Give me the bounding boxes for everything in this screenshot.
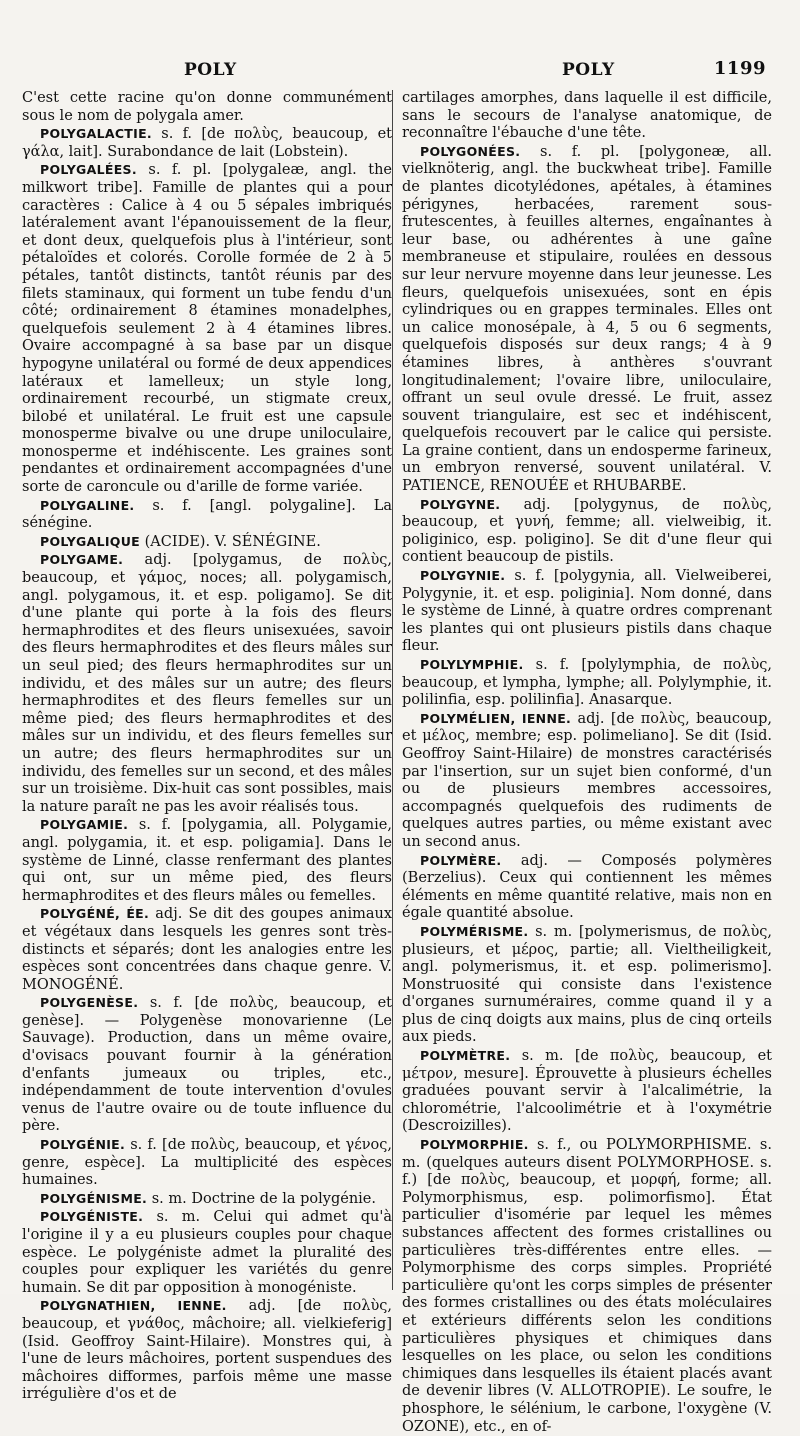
- entry-headword: POLYLYMPHIE.: [420, 657, 524, 672]
- entry-continuation: [402, 90, 772, 143]
- dictionary-entry: [402, 656, 772, 710]
- column-divider: [392, 90, 393, 1290]
- entry-text: C'est cette racine qu'on donne communément sous le nom de polygala amer.: [22, 90, 392, 124]
- dictionary-entry: [22, 161, 392, 496]
- entry-headword: POLYMÈTRE.: [420, 1048, 511, 1064]
- entry-headword: POLYMÈRE.: [420, 852, 502, 868]
- entry-headword: POLYGÉNISME.: [40, 1190, 148, 1206]
- entry-text: s. m. [de πολὺς, beaucoup, et μέτρον, mesure]. Éprouvette à plusieurs échelles graduées pouvant servir à l'alcalimétrie, la chlorométrie, l'alcoolimétrie et à l'oxymétrie (Descroizilles).: [402, 1048, 772, 1135]
- entry-headword: POLYGENÈSE.: [40, 995, 139, 1011]
- dictionary-entry: [22, 1208, 392, 1297]
- entry-text: s. f. [de πολὺς, beaucoup, et γένος, genre, espèce]. La multiplicité des espèces humaines.: [22, 1137, 392, 1189]
- entry-headword: POLYGYNE.: [420, 496, 501, 512]
- dictionary-entry: [402, 143, 772, 496]
- dictionary-entry: [402, 852, 772, 923]
- dictionary-entry: [22, 1297, 392, 1404]
- dictionary-entry: [402, 923, 772, 1047]
- entry-headword: POLYMORPHIE.: [420, 1137, 529, 1153]
- dictionary-entry: [22, 1136, 392, 1190]
- page-number: 1199: [713, 58, 766, 79]
- entry-text: adj. [polygamus, de πολὺς, beaucoup, et γάμος, noces; all. polygamisch, angl. polygamous, it. et esp. poligamo]. Se dit d'une plante qui porte à la fois des fleurs hermaphrodites et des fleurs unisexuées, savoir des fleurs hermaphrodites et des fleurs mâles sur un seul pied; des fleurs hermaphrodites sur un individu, et des mâles sur un autre; des fleurs hermaphrodites et des fleurs femelles sur un même pied; des fleurs hermaphrodites et des mâles sur un individu, et des fleurs femelles sur un autre; des fleurs hermaphrodites sur un individu, des femelles sur un second, et des mâles sur un troisième. Dix-huit cas sont possibles, mais la nature paraît ne pas les avoir réalisés tous.: [22, 552, 392, 815]
- entry-text: adj. [de πολὺς, beaucoup, et γνάθος, mâchoire; all. vielkieferig] (Isid. Geoffroy Saint-Hilaire). Monstres qui, à l'une de leurs mâchoires, portent suspendues des mâchoires difformes, parfois même une masse irrégulière d'os et de: [22, 1298, 393, 1403]
- entry-headword: POLYGALÉES.: [40, 162, 137, 178]
- entry-text: s. m. Doctrine de la polygénie.: [147, 1190, 376, 1207]
- entry-text: (ACIDE). V. SÉNÉGINE.: [140, 533, 321, 550]
- running-head-left: POLY: [184, 60, 237, 80]
- left-column: [22, 90, 393, 1403]
- dictionary-entry: [22, 816, 392, 905]
- dictionary-entry: [22, 125, 392, 161]
- dictionary-entry: [22, 533, 392, 552]
- entry-headword: POLYGONÉES.: [420, 143, 521, 159]
- entry-text: adj. [de πολὺς, beaucoup, et μέλος, membre; esp. polimeliano]. Se dit (Isid. Geoffroy Saint-Hilaire) de monstres caractérisés par l'insertion, sur un sujet bien conformé, d'un ou de plusieurs membres accessoires, accompagnés quelquefois des rudiments de quelques autres parties, ou même existant avec un second anus.: [402, 710, 772, 850]
- dictionary-entry: [22, 905, 392, 994]
- entry-headword: POLYGAMIE.: [40, 817, 129, 833]
- entry-text: cartilages amorphes, dans laquelle il est difficile, sans le secours de l'analyse anatomique, de reconnaître l'ébauche d'une tête.: [402, 90, 772, 142]
- entry-headword: POLYGNATHIEN, IENNE.: [40, 1298, 227, 1314]
- entry-continuation: [22, 90, 392, 125]
- entry-text: s. f. pl. [polygaleæ, angl. the milkwort tribe]. Famille de plantes qui a pour caractères : Calice à 4 ou 5 sépales imbriqués latéralement avant l'épanouissement de la fleur, et dont deux, quelquefois plus à l'intérieur, sont pétaloïdes et colorés. Corolle formée de 2 à 5 pétales, tantôt distincts, tantôt réunis par des filets staminaux, qui forment un tube fendu d'un côté; ordinairement 8 étamines monadelphes, quelquefois seulement 2 à 4 étamines libres. Ovaire accompagné à sa base par un disque hypogyne unilatéral ou formé de deux appendices latéraux et lamelleux; un style long, ordinairement recourbé, un stigmate creux, bilobé et unilatéral. Le fruit est une capsule monosperme bivalve ou une drupe uniloculaire, monosperme et indéhiscente. Les graines sont pendantes et ordinairement accompagnées d'une sorte de caroncule ou d'arille de forme variée.: [22, 162, 392, 496]
- entry-text: s. f. [de πολὺς, beaucoup, et γάλα, lait]. Surabondance de lait (Lobstein).: [22, 126, 392, 160]
- entry-headword: POLYGALACTIE.: [40, 126, 152, 142]
- entry-text: s. f. [de πολὺς, beaucoup, et genèse]. — Polygenèse monovarienne (Le Sauvage). Production, dans un même ovaire, d'ovisacs pouvant fournir à la génération d'enfants jumeaux ou triples, etc., indépendamment de toute intervention d'ovules venus de l'autre ovaire ou de toute influence du père.: [22, 995, 392, 1135]
- entry-text: s. m. Celui qui admet qu'à l'origine il y a eu plusieurs couples pour chaque espèce. Le polygéniste admet la pluralité des couples pour expliquer les variétés du genre humain. Se dit par opposition à monogéniste.: [22, 1209, 392, 1296]
- page-header: [22, 52, 778, 82]
- dictionary-entry: [22, 994, 392, 1136]
- running-head-right: POLY: [562, 60, 615, 80]
- dictionary-entry: [22, 497, 392, 533]
- entry-text: s. f. [polygamia, all. Polygamie, angl. polygamia, it. et esp. poligamia]. Dans le système de Linné, classe renfermant des plantes qui ont, sur un même pied, des fleurs hermaphrodites et des fleurs mâles ou femelles.: [22, 817, 392, 904]
- entry-headword: POLYGALINE.: [40, 497, 135, 513]
- entry-headword: POLYGÉNÉ, ÉE.: [40, 906, 150, 922]
- entry-text: s. f. [polygynia, all. Vielweiberei, Polygynie, it. et esp. poliginia]. Nom donné, dans le système de Linné, à quatre ordres comprenant les plantes qui ont plusieurs pistils dans chaque fleur.: [402, 568, 772, 655]
- entry-text: s. f. pl. [polygoneæ, all. vielknöterig, angl. the buckwheat tribe]. Famille de plantes dicotylédones, apétales, à étamines périgynes, herbacées, rarement sous-frutescentes, à feuilles alternes, engaînantes à leur base, ou adhérentes à une gaîne membraneuse et stipulaire, roulées en dessous sur leur nervure moyenne dans leur jeunesse. Les fleurs, quelquefois unisexuées, sont en épis cylindriques ou en grappes terminales. Elles ont un calice monosépale, à 4, 5 ou 6 segments, quelquefois disposés sur deux rangs; 4 à 9 étamines libres, à anthères s'ouvrant longitudinalement; l'ovaire libre, uniloculaire, offrant un seul ovule dressé. Le fruit, assez souvent triangulaire, est sec et indéhiscent, quelquefois recouvert par le calice qui persiste. La graine contient, dans un endosperme farineux, un embryon renversé, souvent unilatéral. V. PATIENCE, RENOUÉE et RHUBARBE.: [402, 143, 772, 495]
- entry-text: adj. Se dit des goupes animaux et végétaux dans lesquels les genres sont très-distincts et séparés; dont les analogies entre les espèces sont concentrées dans chaque genre. V. MONOGÉNÉ.: [22, 906, 393, 993]
- entry-headword: POLYMÉLIEN, IENNE.: [420, 710, 572, 726]
- dictionary-entry: [402, 567, 772, 656]
- entry-text: s. f., ou POLYMORPHISME. s. m. (quelques auteurs disent POLYMORPHOSE. s. f.) [de πολὺς, beaucoup, et μορφή, forme; all. Polymorphismus, esp. polimorfismo]. État particulier d'isomérie par lequel les mêmes substances affectent des formes cristallines ou particulières très-différentes entre elles. — Polymorphisme des corps simples. Propriété particulière qu'ont les corps simples de présenter des formes cristallines ou des états moléculaires et extérieurs différents selon les conditions particulières physiques et chimiques dans lesquelles on les place, ou selon les conditions chimiques dans lesquelles ils étaient placés avant de devenir libres (V. ALLOTROPIE). Le soufre, le phosphore, le sélénium, le carbone, l'oxygène (V. OZONE), etc., en of-: [402, 1137, 772, 1435]
- entry-text: s. f. [angl. polygaline]. La sénégine.: [22, 497, 392, 532]
- entry-headword: POLYGAME.: [40, 552, 124, 568]
- entry-headword: POLYGYNIE.: [420, 568, 506, 584]
- entry-headword: POLYGALIQUE: [40, 533, 141, 549]
- dictionary-entry: [402, 710, 772, 852]
- dictionary-entry: [402, 496, 772, 567]
- entry-headword: POLYMÉRISME.: [420, 923, 529, 939]
- dictionary-entry: [402, 1047, 772, 1136]
- entry-text: s. m. [polymerismus, de πολὺς, plusieurs, et μέρος, partie; all. Vieltheiligkeit, angl. polymerismus, it. et esp. polimerismo]. Monstruosité qui consiste dans l'existence d'organes surnuméraires, comme quand il y a plus de cinq doigts aux mains, plus de cinq orteils aux pieds.: [402, 923, 772, 1046]
- entry-text: adj. — Composés polymères (Berzelius). Ceux qui contiennent les mêmes éléments en même quantité relative, mais non en égale quantité absolue.: [402, 852, 772, 922]
- entry-text: s. f. [polylymphia, de πολὺς, beaucoup, et lympha, lymphe; all. Polylymphie, it. polilinfia, esp. polilinfia]. Anasarque.: [402, 657, 772, 709]
- dictionary-entry: [402, 1136, 772, 1436]
- entry-text: adj. [polygynus, de πολὺς, beaucoup, et γυνή, femme; all. vielweibig, it. poliginico, esp. poligino]. Se dit d'une fleur qui contient beaucoup de pistils.: [402, 496, 772, 566]
- right-column: [402, 90, 772, 1435]
- entry-headword: POLYGÉNISTE.: [40, 1209, 144, 1225]
- dictionary-entry: [22, 551, 392, 816]
- entry-headword: POLYGÉNIE.: [40, 1137, 126, 1153]
- dictionary-entry: [22, 1190, 392, 1209]
